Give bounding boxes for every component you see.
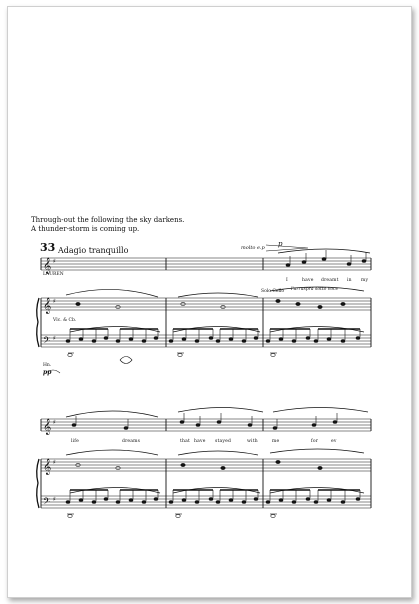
accompaniment-label: Vlc. & Cb. [53, 318, 77, 323]
sotto-voce-marking: l'arruspra sotto voce [291, 287, 339, 292]
lyric: me [272, 439, 280, 444]
bass-figures-system-2 [66, 490, 360, 518]
piano-braces [37, 298, 39, 508]
lyric: life [71, 439, 80, 444]
voice-staff-system-2 [41, 419, 371, 431]
solo-cello-marking: Solo Cello [261, 289, 285, 294]
lyric: stayed [215, 439, 232, 444]
bass-figures-system-1 [66, 329, 360, 357]
svg-text:♯: ♯ [53, 335, 56, 342]
svg-text:♯: ♯ [53, 258, 56, 265]
lyric: for [311, 439, 319, 444]
lyric: I [286, 278, 288, 283]
tempo-marking: Adagio tranquillo [58, 246, 129, 255]
bass-clef: 𝄢 [43, 496, 51, 509]
stage-direction-line-2: A thunder-storm is coming up. [31, 225, 140, 233]
lyric: dreamt [321, 278, 339, 283]
voice-dynamic: p [278, 240, 283, 248]
notes [66, 250, 369, 518]
svg-text:♯: ♯ [53, 419, 56, 426]
treble-clef: 𝄞 [43, 419, 52, 435]
lyric: have [194, 439, 206, 444]
stage-direction-line-1: Through-out the following the sky darkens. [31, 216, 185, 224]
voice-label: LAUREN [43, 272, 64, 277]
voice-staff-system-1 [41, 258, 371, 270]
treble-clef: 𝄞 [43, 459, 52, 475]
piano-bass-staff-system-1 [41, 335, 371, 347]
svg-text:♯: ♯ [53, 298, 56, 305]
svg-text:♯: ♯ [53, 459, 56, 466]
piano-bass-staff-system-2 [41, 496, 371, 508]
lyric: ev [331, 439, 337, 444]
pedal-marking: Hn. [43, 363, 52, 368]
lyric: that [180, 439, 190, 444]
barlines [41, 258, 371, 508]
clefs [43, 258, 51, 509]
bass-clef: 𝄢 [43, 335, 51, 348]
music-notation [8, 7, 411, 597]
key-signatures [53, 258, 56, 503]
lyric: with [247, 439, 258, 444]
lyric: have [302, 278, 314, 283]
lyric: dreams [122, 439, 141, 444]
svg-text:♯: ♯ [53, 496, 56, 503]
bar-number: 33 [40, 241, 56, 254]
treble-clef: 𝄞 [43, 258, 52, 274]
staff-lines [41, 258, 371, 508]
slurs [66, 249, 370, 493]
lyric: in [347, 278, 352, 283]
pianissimo-marking: pp [43, 369, 52, 376]
molto-espressivo-marking: molto e.p [241, 245, 265, 251]
treble-clef: 𝄞 [43, 298, 52, 314]
score-page [7, 6, 412, 598]
lyric: my [361, 278, 369, 283]
